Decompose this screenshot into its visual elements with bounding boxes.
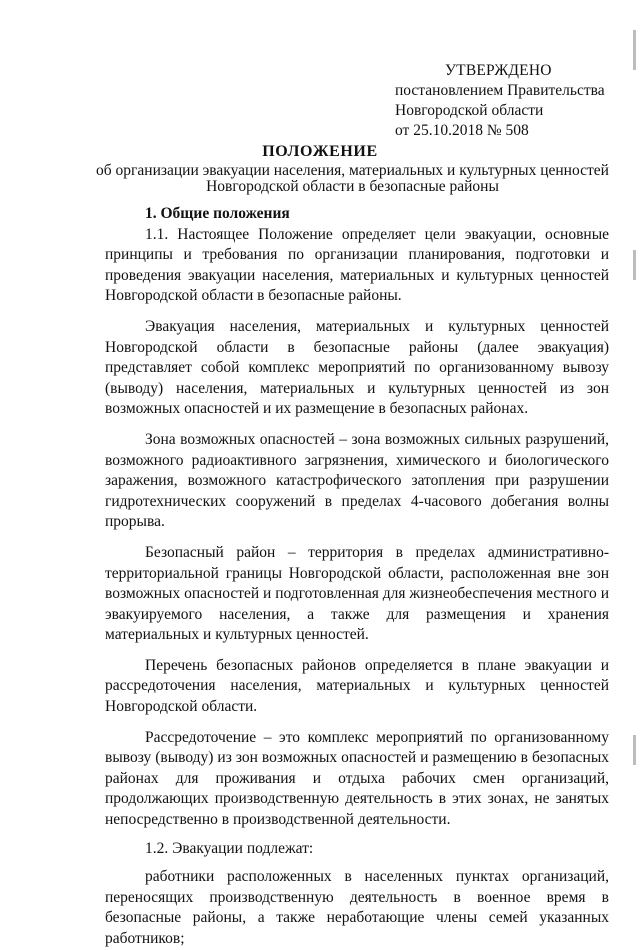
document-title: ПОЛОЖЕНИЕ [262,143,378,160]
paragraph: Рассредоточение – это комплекс мероприятий по организованному вывозу (выводу) из зон возможных опасностей и размещению в безопасных районах для проживания и отдыха рабочих смен организаций, продолжающих производственную деятельность в этих зонах, не занятых непосредственно в производственной деятельности. [105,728,609,829]
scan-margin-mark [633,735,636,765]
paragraph: работники расположенных в населенных пунктах организаций, переносящих производственную деятельность в военное время в безопасные районы, а также неработающие члены семей указанных работников; [105,868,609,947]
document-body [105,204,609,950]
paragraph: Зона возможных опасностей – зона возможных сильных разрушений, возможного радиоактивного загрязнения, химического и биологического заражения, возможного катастрофического затопления при разрушении гидротехнических сооружений в пределах 4-часового добегания волны прорыва. [105,430,609,531]
paragraph: Безопасный район – территория в пределах административно-территориальной границы Новгородской области, расположенная вне зон возможных опасностей и подготовленная для жизнеобеспечения местного и эвакуируемого населения, а также для размещения и хранения материальных и культурных ценностей. [105,543,609,644]
paragraph: 1.2. Эвакуации подлежат: [145,839,314,857]
approval-line: постановлением Правительства [395,82,605,99]
approval-line: от 25.10.2018 № 508 [395,122,529,139]
paragraph: 1.1. Настоящее Положение определяет цели эвакуации, основные принципы и требования по организации планирования, подготовки и проведения эвакуации населения, материальных и культурных ценностей Новгородской области в безопасные районы. [105,225,609,305]
paragraph: Перечень безопасных районов определяется в плане эвакуации и рассредоточения населения, материальных и культурных ценностей Новгородской области. [105,656,609,716]
paragraph: Эвакуация населения, материальных и культурных ценностей Новгородской области в безопасные районы (далее эвакуация) представляет собой комплекс мероприятий по организованному вывозу (выводу) населения, материальных и культурных ценностей из зон возможных опасностей и их размещение в безопасных районах. [105,317,609,418]
scan-margin-mark [633,250,636,280]
document-subtitle: об организации эвакуации населения, материальных и культурных ценностей Новгородской области в безопасные районы [96,162,609,195]
section-heading: 1. Общие положения [145,205,290,222]
approval-line: Новгородской области [395,102,544,119]
scan-margin-mark [633,30,636,70]
approval-stamp [395,61,625,141]
approval-heading: УТВЕРЖДЕНО [445,62,552,79]
